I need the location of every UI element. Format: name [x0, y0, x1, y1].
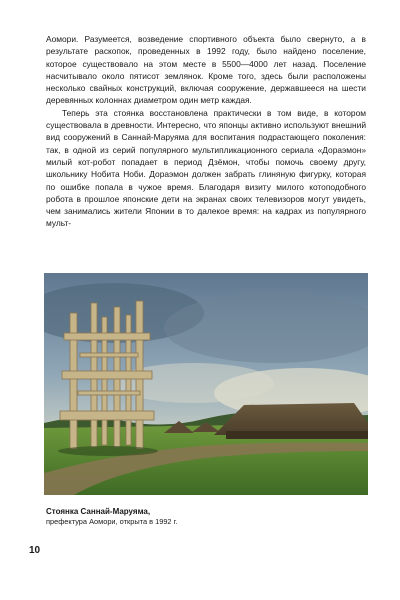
caption-title: Стоянка Саннай-Маруяма,	[46, 507, 151, 516]
caption-subtitle: префектура Аомори, открыта в 1992 г.	[46, 517, 178, 526]
body-text	[46, 33, 366, 230]
paragraph-1: Аомори. Разумеется, возведение спортивного объекта было свернуто, а в результате раскопок, проведенных в 1992 году, было найдено поселение, которое существовало на этом месте в 5500—4000 лет назад. Поселение насчитывало около пятисот землянок. Кроме того, здесь были расположены несколько свайных конструкций, включая сооружение, державшееся на шести деревянных колоннах диаметром один метр каждая.	[46, 34, 366, 106]
page-number: 10	[29, 545, 41, 556]
photo-sannai-maruyama	[44, 273, 368, 495]
photo-caption	[46, 507, 346, 527]
paragraph-2: Теперь эта стоянка восстановлена практически в том виде, в котором существовала в древности. Интересно, что японцы активно используют внешний вид сооружений в Саннай-Маруяма для воспитания подрастающего поколения: так, в одной из серий популярного мультипликационного сериала «Дораэмон» милый кот-робот попадает в период Дзёмон, чтобы помочь своему другу, школьнику Нобита Ноби. Дораэмон должен забрать глиняную фигурку, которая по ошибке попала в чужое время. Благодаря визиту милого котоподобного робота в прошлое японские дети на экранах своих телевизоров могут увидеть, чем занимались жители Японии в то далекое время: на кадрах из популярного мульт-	[46, 107, 366, 229]
